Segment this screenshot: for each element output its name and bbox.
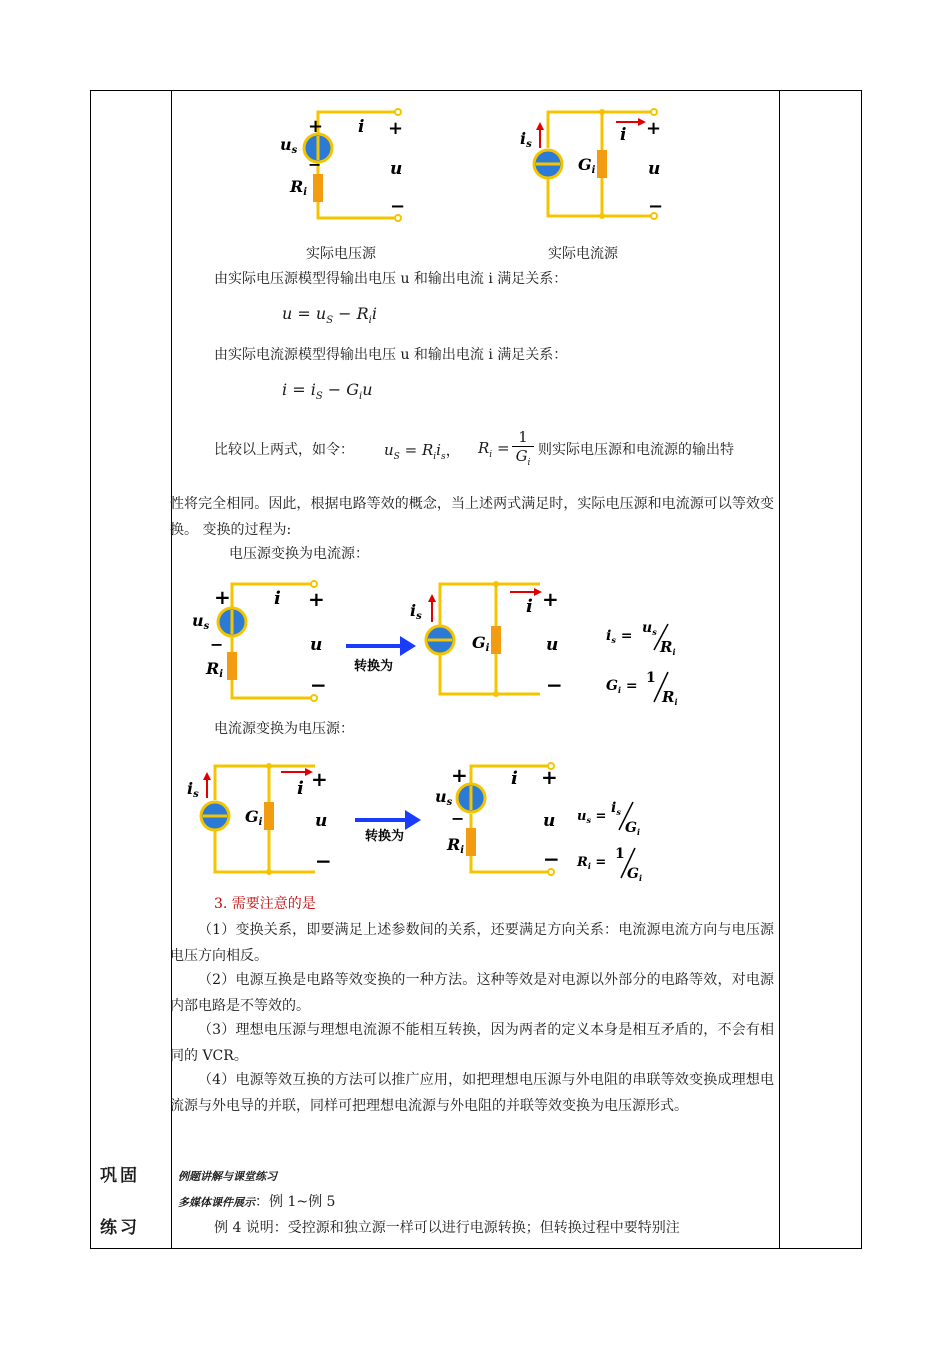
svg-text:Gi: Gi bbox=[472, 633, 490, 654]
svg-text:−: − bbox=[310, 673, 327, 697]
svg-text:Ri: Ri bbox=[206, 659, 224, 680]
side-label-practice: 练习 bbox=[100, 1218, 140, 1238]
svg-text:u: u bbox=[546, 635, 559, 655]
side-label-consolidate: 巩固 bbox=[100, 1166, 140, 1186]
svg-text:−: − bbox=[390, 196, 406, 217]
convert-arrow-2 bbox=[355, 810, 421, 844]
note-4: （4）电源等效互换的方法可以推广应用，如把理想电压源与外电阻的串联等效变换成理想电流源与外电导的并联，同样可把理想电流源与外电阻的并联等效变换为电压源形式。 bbox=[170, 1072, 774, 1114]
arrow-label-2: 转换为 bbox=[365, 829, 405, 844]
paragraph-voltage-relation: 由实际电压源模型得输出电压 u 和输出电流 i 满足关系： bbox=[214, 271, 568, 287]
heading-i-to-v: 电流源变换为电压源： bbox=[214, 721, 354, 737]
svg-text:−: − bbox=[451, 809, 465, 828]
svg-text:i: i bbox=[297, 778, 304, 799]
formula-is bbox=[606, 620, 676, 657]
note-3: （3）理想电压源与理想电流源不能相互转换，因为两者的定义本身是相互矛盾的，不会有相同的 VCR。 bbox=[170, 1022, 774, 1064]
svg-text:Ri =: $R_i$ = bbox=[577, 855, 607, 871]
svg-text:−: − bbox=[308, 155, 322, 174]
svg-text:i: i bbox=[511, 768, 518, 789]
svg-text:Gi: Gi bbox=[245, 807, 263, 828]
svg-text:is: is bbox=[410, 601, 422, 622]
svg-text:Ri: $R_i$ bbox=[662, 688, 678, 707]
convert-arrow-1 bbox=[346, 636, 416, 674]
arrow-label: 转换为 bbox=[354, 659, 394, 674]
formula-ri bbox=[576, 846, 642, 883]
svg-text:u: u bbox=[390, 159, 403, 179]
svg-text:+: + bbox=[388, 118, 404, 139]
heading-v-to-i: 电压源变换为电流源： bbox=[229, 546, 369, 562]
svg-text:−: − bbox=[648, 196, 664, 217]
svg-text:u: u bbox=[543, 811, 556, 831]
svg-text:is: is bbox=[520, 129, 532, 150]
svg-text:+: + bbox=[451, 763, 468, 787]
svg-text:−: − bbox=[210, 635, 224, 654]
caption-voltage-source: 实际电压源 bbox=[306, 246, 376, 262]
svg-text:Ri: Ri bbox=[447, 835, 465, 856]
svg-text:is =: $i_s$ = bbox=[606, 628, 633, 645]
svg-text:+: + bbox=[311, 767, 328, 791]
resistor-icon bbox=[313, 174, 323, 202]
example-4-text: 例 4 说明：受控源和独立源一样可以进行电源转换；但转换过程中要特别注 bbox=[214, 1220, 680, 1236]
svg-text:Ri: Ri bbox=[290, 177, 308, 198]
paragraph-current-relation: 由实际电流源模型得输出电压 u 和输出电流 i 满足关系： bbox=[214, 347, 568, 363]
svg-text:+: + bbox=[308, 116, 324, 137]
svg-text:u: u bbox=[315, 811, 328, 831]
svg-text:−: − bbox=[543, 847, 560, 871]
svg-text:u: u bbox=[310, 635, 323, 655]
paragraph-equivalence: 性将完全相同。因此，根据电路等效的概念，当上述两式满足时，实际电压源和电流源可以等效变换。 变换的过程为: bbox=[170, 496, 774, 538]
svg-text:us: us bbox=[280, 135, 298, 156]
svg-text:u: u bbox=[648, 159, 661, 179]
svg-text:Ri: $R_i$ bbox=[660, 638, 676, 657]
svg-text:1: 1 bbox=[646, 670, 656, 686]
svg-text:+: + bbox=[646, 118, 662, 139]
svg-text:us: us bbox=[435, 787, 453, 808]
svg-text:i: i bbox=[620, 125, 627, 145]
caption-current-source: 实际电流源 bbox=[548, 246, 618, 262]
equation-voltage: $u = u_S - R_ii$ bbox=[282, 304, 377, 327]
svg-text:us =: $u_s$ = bbox=[577, 809, 607, 825]
svg-text:Gi: Gi bbox=[578, 155, 596, 176]
note-title: 3. 需要注意的是 bbox=[214, 896, 316, 912]
svg-text:i: i bbox=[274, 588, 281, 609]
top-circuit-figure bbox=[270, 100, 690, 230]
svg-text:−: − bbox=[315, 849, 332, 873]
svg-text:Gi: $G_i$ bbox=[625, 820, 641, 837]
svg-text:us: us bbox=[192, 611, 210, 632]
condition-ri: $R_i$ = bbox=[478, 439, 510, 460]
svg-text:+: + bbox=[542, 587, 559, 611]
svg-text:Gi: $G_i$ bbox=[627, 866, 643, 883]
condition-us: $u_S = R_ii_s$， bbox=[384, 441, 461, 462]
fraction-1-over-gi: 1 $G_i$ bbox=[512, 428, 534, 468]
svg-text:is: $i_s$ bbox=[611, 800, 621, 817]
conversion-figure-i-to-v bbox=[185, 760, 675, 885]
comparison-tail: 则实际电压源和电流源的输出特 bbox=[538, 442, 734, 458]
formula-us bbox=[577, 800, 640, 837]
svg-text:is: is bbox=[187, 779, 199, 800]
svg-text:+: + bbox=[308, 587, 325, 611]
conversion-figure-v-to-i bbox=[190, 576, 710, 711]
svg-text:us: $u_s$ bbox=[642, 620, 657, 637]
column-divider-right bbox=[779, 91, 780, 1248]
formula-gi bbox=[606, 670, 678, 707]
note-1: （1）变换关系，即要满足上述参数间的关系，还要满足方向关系：电流源电流方向与电压源电压方向相反。 bbox=[170, 922, 774, 964]
media-line: 多媒体课件展示：例 1~例 5 bbox=[178, 1194, 336, 1210]
note-2: （2）电源互换是电路等效变换的一种方法。这种等效是对电源以外部分的电路等效，对电源内部电路是不等效的。 bbox=[170, 972, 774, 1014]
svg-text:i: i bbox=[358, 117, 365, 137]
svg-text:1: 1 bbox=[615, 846, 625, 862]
comparison-lead: 比较以上两式，如令： bbox=[214, 442, 354, 458]
svg-text:Gi =: $G_i$ = bbox=[606, 678, 638, 695]
svg-text:−: − bbox=[546, 673, 563, 697]
svg-text:i: i bbox=[526, 596, 533, 617]
current-source-circuit bbox=[520, 109, 663, 219]
voltage-source-circuit bbox=[280, 109, 405, 221]
svg-text:+: + bbox=[541, 765, 558, 789]
svg-text:+: + bbox=[214, 585, 231, 609]
section-title-examples: 例题讲解与课堂练习 bbox=[178, 1170, 277, 1183]
equation-current: $i = i_S - G_iu$ bbox=[282, 380, 373, 403]
